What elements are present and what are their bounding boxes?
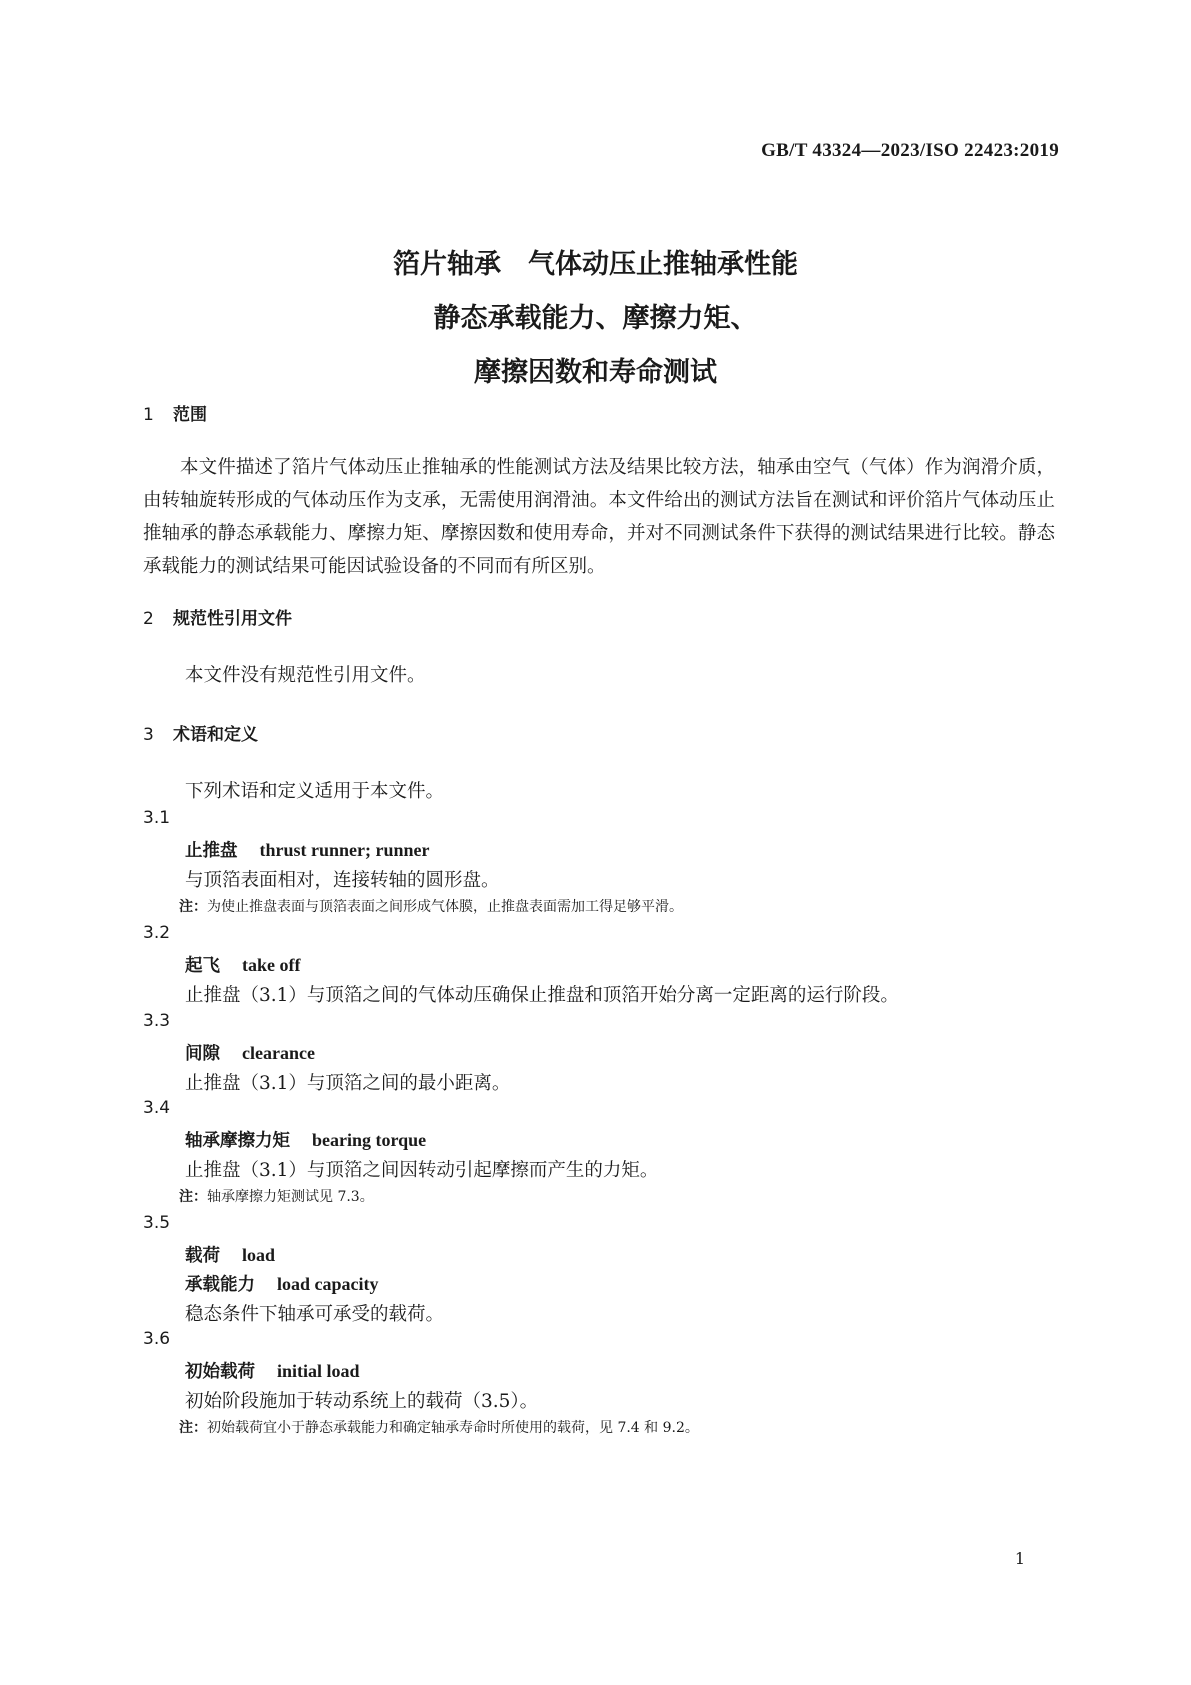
term-heading-admitted <box>185 1271 379 1296</box>
title-line-3: 摩擦因数和寿命测试 <box>474 357 717 388</box>
clause-number: 3.5 <box>143 1213 171 1233</box>
term-zh: 初始载荷 <box>185 1362 255 1382</box>
scope-paragraph: 本文件描述了箔片气体动压止推轴承的性能测试方法及结果比较方法，轴承由空气（气体）作为润滑介质，由转轴旋转形成的气体动压作为支承，无需使用润滑油。本文件给出的测试方法旨在测试和评价箔片气体动压止推轴承的静态承载能力、摩擦力矩、摩擦因数和使用寿命，并对不同测试条件下获得的测试结果进行比较。静态承载能力的测试结果可能因试验设备的不同而有所区别。 <box>143 457 1055 577</box>
term-heading <box>185 1242 275 1267</box>
clause-number: 3.4 <box>143 1098 171 1118</box>
title-line-1: 箔片轴承 气体动压止推轴承性能 <box>393 249 798 280</box>
section-title: 范围 <box>173 405 207 425</box>
term-definition: 止推盘（3.1）与顶箔之间的最小距离。 <box>185 1073 511 1094</box>
note-label: 注： <box>179 899 207 915</box>
term-definition: 初始阶段施加于转动系统上的载荷（3.5）。 <box>185 1391 539 1412</box>
term-zh: 承载能力 <box>185 1275 255 1295</box>
term-en: thrust runner; runner <box>259 840 430 860</box>
note-text: 初始载荷宜小于静态承载能力和确定轴承寿命时所使用的载荷，见 7.4 和 9.2。 <box>207 1420 699 1436</box>
term-heading <box>185 837 430 862</box>
section-title: 规范性引用文件 <box>173 609 292 629</box>
section-number: 3 <box>143 725 154 745</box>
document-title <box>0 238 1191 400</box>
section-number: 2 <box>143 609 154 629</box>
section-2-heading <box>143 604 292 629</box>
term-en: take off <box>242 955 301 975</box>
term-heading <box>185 952 300 977</box>
section-number: 1 <box>143 405 154 425</box>
term-zh: 载荷 <box>185 1246 220 1266</box>
clause-number: 3.2 <box>143 923 171 943</box>
clause-number: 3.1 <box>143 808 171 828</box>
normative-paragraph: 本文件没有规范性引用文件。 <box>185 665 426 686</box>
term-en: load <box>242 1245 276 1265</box>
term-definition: 止推盘（3.1）与顶箔之间的气体动压确保止推盘和顶箔开始分离一定距离的运行阶段。 <box>185 985 899 1006</box>
title-line-2: 静态承载能力、摩擦力矩、 <box>433 303 758 334</box>
term-heading <box>185 1127 426 1152</box>
term-zh: 起飞 <box>185 956 220 976</box>
page-number: 1 <box>1014 1549 1025 1568</box>
term-note <box>179 1417 699 1437</box>
section-title: 术语和定义 <box>173 725 258 745</box>
note-text: 轴承摩擦力矩测试见 7.3。 <box>207 1189 374 1205</box>
section-1-heading <box>143 400 207 425</box>
term-heading <box>185 1358 360 1383</box>
term-en: load capacity <box>277 1274 379 1294</box>
term-en: bearing torque <box>312 1130 427 1150</box>
standard-code: GB/T 43324—2023/ISO 22423:2019 <box>761 140 1059 161</box>
note-label: 注： <box>179 1420 207 1436</box>
term-definition: 止推盘（3.1）与顶箔之间因转动引起摩擦而产生的力矩。 <box>185 1160 659 1181</box>
term-en: clearance <box>242 1043 315 1063</box>
term-zh: 轴承摩擦力矩 <box>185 1131 290 1151</box>
note-label: 注： <box>179 1189 207 1205</box>
term-note <box>179 1186 374 1206</box>
terms-intro: 下列术语和定义适用于本文件。 <box>185 781 445 802</box>
term-note <box>179 896 683 916</box>
term-definition: 稳态条件下轴承可承受的载荷。 <box>185 1304 445 1325</box>
clause-number: 3.6 <box>143 1329 171 1349</box>
clause-number: 3.3 <box>143 1011 171 1031</box>
term-zh: 止推盘 <box>185 841 238 861</box>
term-zh: 间隙 <box>185 1044 220 1064</box>
term-heading <box>185 1040 315 1065</box>
section-3-heading <box>143 720 258 745</box>
term-en: initial load <box>277 1361 360 1381</box>
note-text: 为使止推盘表面与顶箔表面之间形成气体膜，止推盘表面需加工得足够平滑。 <box>207 899 683 915</box>
term-definition: 与顶箔表面相对，连接转轴的圆形盘。 <box>185 870 500 891</box>
